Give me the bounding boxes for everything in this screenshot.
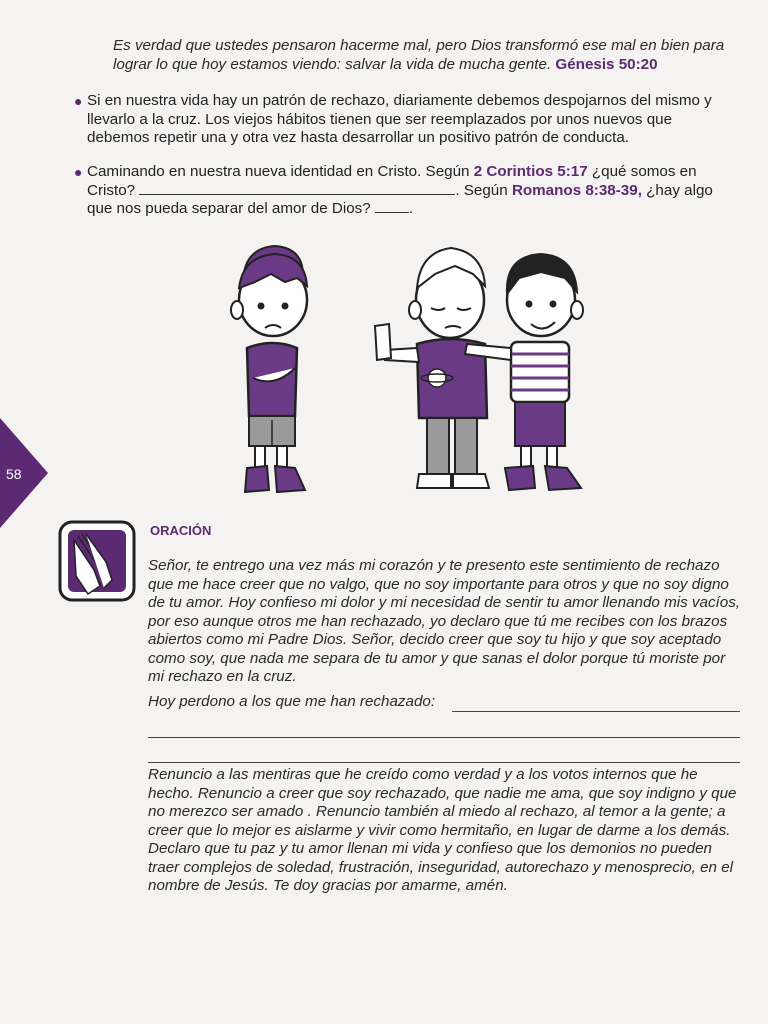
scripture-quote (113, 36, 733, 74)
page-number: 58 (6, 466, 22, 482)
forgive-answer-line[interactable] (452, 711, 740, 712)
praying-hands-icon (58, 520, 136, 602)
bullet-dot: ● (74, 93, 83, 109)
rejecting-boy-figure (375, 248, 489, 488)
forgive-answer-line[interactable] (148, 737, 740, 738)
answer-blank[interactable] (375, 200, 409, 213)
bullet-dot: ● (74, 164, 83, 180)
prayer-title: ORACIÓN (150, 523, 212, 538)
prayer-text: Señor, te entrego una vez más mi corazón y te presento este sentimiento de rechazo que me hace creer que no valgo, que no soy importante para otros y que no soy digno de tu amor. Hoy confieso mi dolor y mi necesidad de sentir tu amor llenando mis vacíos, por eso aunque otros me han rechazado, yo declaro que tú me recibes con los brazos abiertos como mi Padre Dios. Señor, decido creer que soy tu hijo y que soy aceptado como soy, que nada me separa de tu amor y que sanas el dolor porque tú moriste por mi rechazo en la cruz. (148, 557, 741, 685)
bullet-text (87, 163, 737, 219)
bullet-text-part: . Según (455, 181, 508, 199)
bullet-text-part: ¿qué somos en Cristo? (87, 163, 697, 199)
renounce-text: Renuncio a las mentiras que he creído como verdad y a los votos internos que he hecho. Renuncio a creer que soy rechazado, que nadie me ama, que soy indigno y que no merezco ser amado . Renuncio también al miedo al rechazo, al temor a la gente; a creer que lo mejor es aislarme y vivir como hermitaño, en lugar de darme a los demás. Declaro que tu paz y tu amor llenan mi vida y confieso que los demonios no pueden traer complejos de soledad, frustración, inseguridad, autorechazo y menosprecio, en el nombre de Jesús. Te doy gracias por amarme, amén. (148, 766, 737, 894)
boys-rejection-illustration (205, 238, 605, 500)
answer-blank[interactable] (139, 182, 455, 195)
forgive-prompt: Hoy perdono a los que me han rechazado: (148, 693, 436, 710)
bullet-text-part: ¿hay algo que nos pueda separar del amor de Dios? (87, 181, 713, 217)
sad-boy-figure (231, 246, 307, 492)
bullet-text: Si en nuestra vida hay un patrón de rechazo, diariamente debemos despojarnos del mismo y llevarlo a la cruz. Los viejos hábitos tienen que ser reemplazados por unos nuevos que debemos repetir una y otra vez hasta desarrollar un positivo patrón de conducta. (87, 92, 712, 146)
bullet-text-part: . (408, 200, 414, 217)
quote-reference: Génesis 50:20 (555, 56, 658, 73)
quote-text: Es verdad que ustedes pensaron hacerme mal, pero Dios transformó ese mal en bien para lograr lo que hoy estamos viendo: salvar la vida de mucha gente. (113, 37, 725, 73)
scripture-reference: Romanos 8:38-39, (511, 181, 642, 199)
forgive-answer-line[interactable] (148, 762, 740, 763)
bullet-text-part: Caminando en nuestra nueva identidad en Cristo. Según (87, 163, 470, 180)
scripture-reference: 2 Corintios 5:17 (473, 163, 588, 180)
